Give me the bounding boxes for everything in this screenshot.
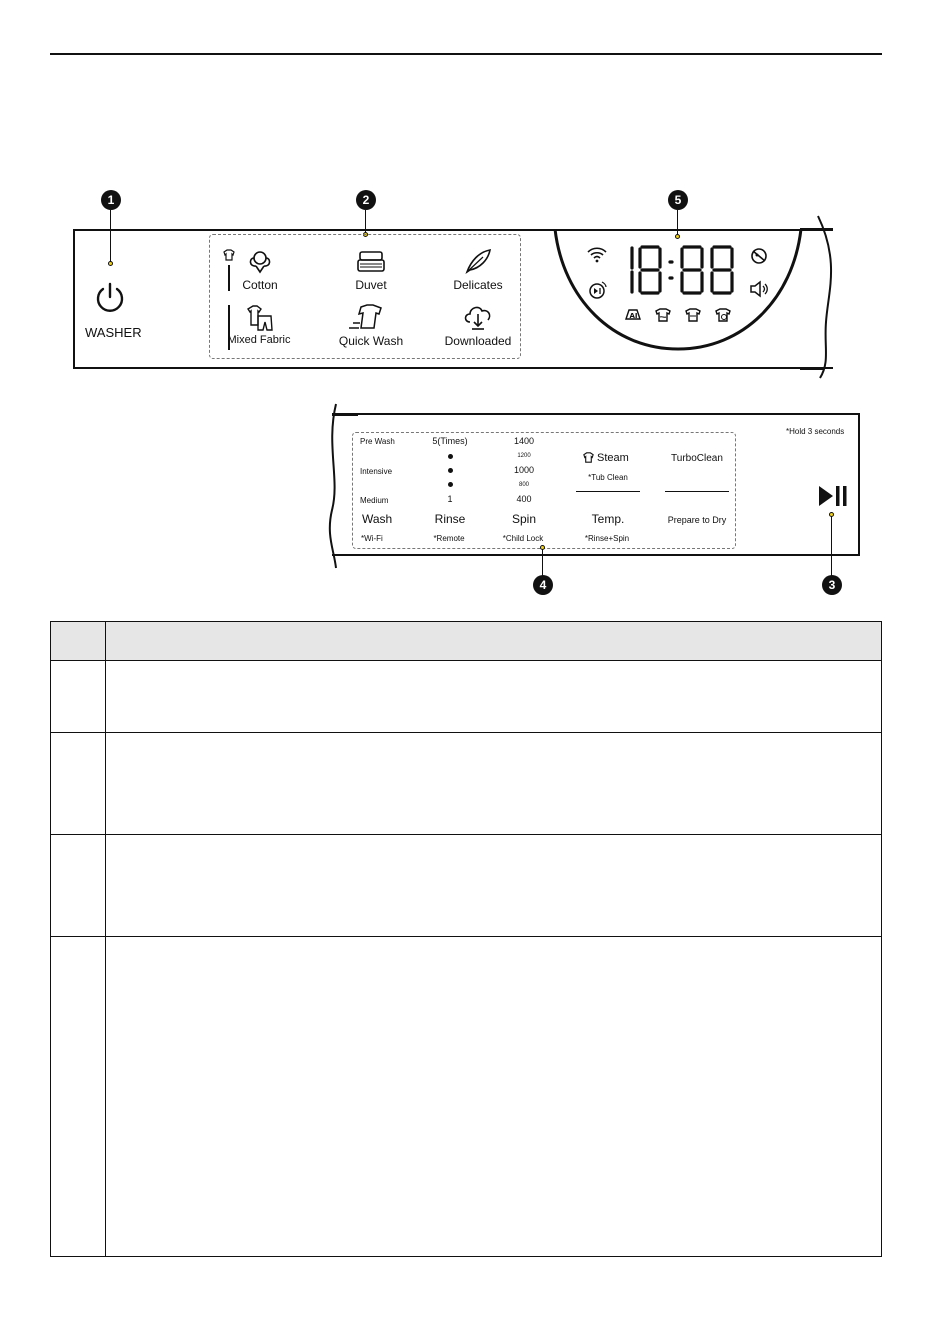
table-cell: [106, 733, 882, 835]
turbo-divider: [665, 491, 729, 492]
remote-hold-label: *Remote: [433, 534, 465, 543]
spin-1200: 1200: [517, 453, 531, 459]
quick-wash-icon[interactable]: [347, 303, 387, 331]
panel-cut-edge: [800, 212, 850, 382]
rinse-spin-hold-label: *Rinse+Spin: [584, 534, 630, 543]
time-display: [620, 244, 740, 301]
program-delicates[interactable]: Delicates: [453, 278, 503, 292]
remote-start-icon: [588, 280, 608, 300]
rinse-bottom: 1: [447, 494, 453, 504]
program-downloaded[interactable]: Downloaded: [444, 334, 512, 348]
option-temp[interactable]: Temp.: [591, 512, 625, 526]
callout-5: 5: [668, 190, 688, 210]
svg-text:AI: AI: [629, 312, 638, 320]
steam-icon: [582, 451, 595, 464]
wifi-hold-label: *Wi-Fi: [361, 534, 383, 543]
wifi-icon: [586, 245, 608, 263]
option-rinse[interactable]: Rinse: [434, 512, 466, 526]
spin-stage-icon: [714, 307, 732, 323]
table-cell: [106, 835, 882, 937]
table-header-cell: [51, 622, 106, 661]
table-cell: [106, 937, 882, 1257]
speaker-icon: [749, 280, 769, 298]
callout-1-dot: [108, 261, 113, 266]
table-cell: [106, 661, 882, 733]
header-rule: [50, 53, 882, 55]
table-cell: [51, 937, 106, 1257]
program-cotton[interactable]: Cotton: [242, 278, 278, 292]
ai-wash-icon: [624, 307, 642, 323]
option-spin[interactable]: Spin: [511, 512, 537, 526]
mixed-fabric-icon[interactable]: [245, 303, 275, 333]
child-lock-icon: [750, 247, 768, 265]
table-row: [51, 937, 882, 1257]
program-divider-1: [228, 265, 230, 291]
rinse-stage-icon: [684, 307, 702, 323]
callout-4-leader: [542, 549, 543, 576]
spin-800: 800: [518, 482, 530, 488]
table-header-cell: [106, 622, 882, 661]
seven-segment-digits: [620, 244, 740, 296]
tub-clean-label: *Tub Clean: [588, 473, 628, 482]
callout-3: 3: [822, 575, 842, 595]
table-row: [51, 835, 882, 937]
duvet-icon[interactable]: [356, 249, 386, 275]
spin-400: 400: [516, 494, 532, 504]
callout-4: 4: [533, 575, 553, 595]
rinse-top: 5(Times): [432, 436, 468, 446]
wash-level-prewash: Pre Wash: [360, 437, 395, 446]
washer-label: WASHER: [85, 325, 142, 340]
program-duvet[interactable]: Duvet: [355, 278, 387, 292]
hold-note: *Hold 3 seconds: [786, 427, 845, 436]
table-header-row: [51, 622, 882, 661]
callout-3-leader: [831, 516, 832, 576]
table-row: [51, 733, 882, 835]
option-steam[interactable]: Steam: [597, 452, 629, 464]
description-table: [50, 621, 882, 1257]
option-wash[interactable]: Wash: [362, 512, 393, 526]
cloud-download-icon[interactable]: [461, 302, 495, 332]
wash-level-intensive: Intensive: [360, 467, 393, 476]
spin-1400: 1400: [513, 436, 535, 446]
temp-divider: [576, 491, 640, 492]
table-cell: [51, 835, 106, 937]
option-prepare-to-dry[interactable]: Prepare to Dry: [667, 515, 727, 525]
table-cell: [51, 733, 106, 835]
wash-stage-icon: [654, 307, 672, 323]
option-turboclean[interactable]: TurboClean: [671, 453, 723, 464]
table-cell: [51, 661, 106, 733]
callout-2: 2: [356, 190, 376, 210]
feather-icon[interactable]: [463, 247, 493, 275]
rinse-dot-2: [448, 468, 453, 473]
power-icon[interactable]: [93, 281, 127, 315]
start-pause-icon[interactable]: [817, 484, 849, 508]
shirt-small-icon: [222, 248, 236, 262]
wash-level-medium: Medium: [360, 496, 389, 505]
program-quick-wash[interactable]: Quick Wash: [338, 334, 404, 348]
program-mixed-fabric[interactable]: Mixed Fabric: [227, 334, 291, 346]
child-lock-hold-label: *Child Lock: [502, 534, 544, 543]
callout-1: 1: [101, 190, 121, 210]
rinse-dot-3: [448, 482, 453, 487]
table-row: [51, 661, 882, 733]
spin-1000: 1000: [513, 465, 535, 475]
cotton-icon[interactable]: [246, 247, 274, 275]
rinse-dot-1: [448, 454, 453, 459]
callout-2-leader: [365, 210, 366, 234]
callout-1-leader: [110, 210, 111, 262]
